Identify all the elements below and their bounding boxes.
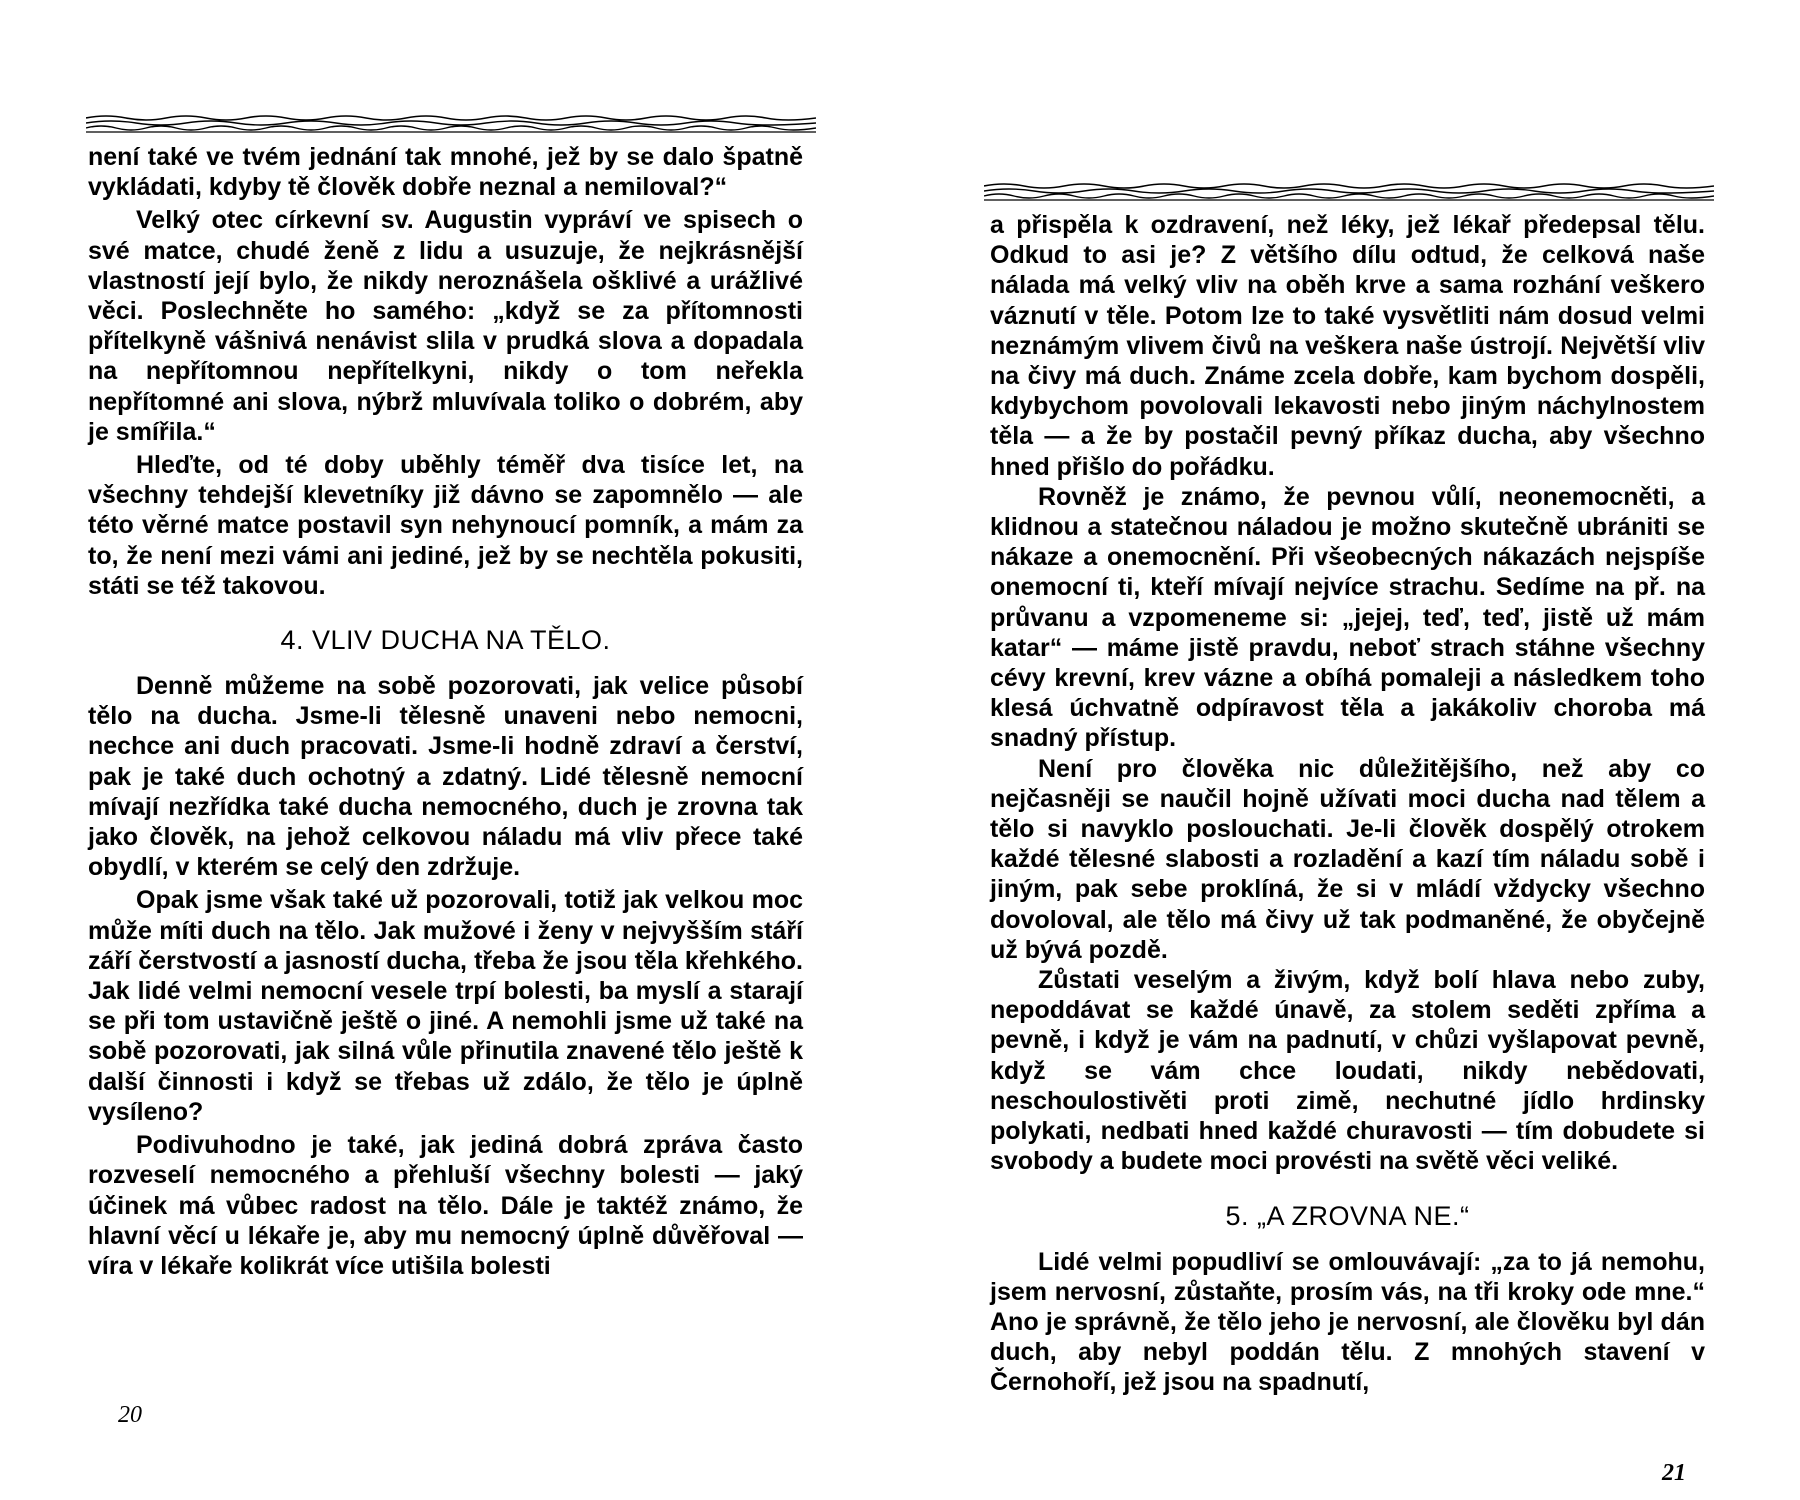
page-number: 21 bbox=[1662, 1460, 1686, 1486]
paragraph: není také ve tvém jednání tak mnohé, jež by se dalo špatně vykládati, kdyby tě člověk dobře neznal a nemiloval?“ bbox=[88, 143, 803, 202]
section-heading: 5. „A ZROVNA NE.“ bbox=[1225, 1200, 1470, 1231]
paragraph: a přispěla k ozdravení, než léky, jež lékař předepsal tělu. Odkud to asi je? Z většího dílu odtud, že celková naše nálada má velký vliv na oběh krve a sama rozhání veškero váznutí v těle. Potom lze to také vysvětliti nám dosud velmi neznámým vlivem čivů na veškera naše ústrojí. Největší vliv na čivy má duch. Známe zcela dobře, kam bychom dospěli, kdybychom povolovali lekavosti nebo jiným náchylnostem těla — a že by postačil pevný příkaz ducha, aby všechno hned přišlo do pořádku. bbox=[990, 211, 1705, 481]
left-page bbox=[88, 112, 803, 1281]
paragraph: Denně můžeme na sobě pozorovati, jak velice působí tělo na ducha. Jsme-li tělesně unaveni nebo nemocni, nechce ani duch pracovati. Jsme-li hodně zdraví a čerství, pak je také duch ochotný a zdatný. Lidé tělesně nemocní mívají nezřídka také ducha nemocného, duch je zrovna tak jako člověk, na jehož celkovou náladu má vliv přece také obydlí, v kterém se celý den zdržuje. bbox=[88, 672, 803, 882]
ornament-divider bbox=[984, 180, 1714, 202]
paragraph: Není pro člověka nic důležitějšího, než aby co nejčasněji se naučil hojně užívati moci ducha nad tělem a tělo si navyklo poslouchati. Je-li člověk dospělý otrokem každé tělesné slabosti a rozladění a kazí tím náladu sobě i jiným, pak sebe proklíná, že si v mládí vždycky všechno dovoloval, ale tělo má čivy už tak podmaněné, že obyčejně už bývá pozdě. bbox=[990, 754, 1705, 964]
right-page bbox=[990, 180, 1705, 1398]
paragraph: Opak jsme však také už pozorovali, totiž jak velkou moc může míti duch na tělo. Jak mužové i ženy v nejvyšším stáří září čerstvostí a jasností ducha, třeba že jsou těla křehkého. Jak lidé velmi nemocní vesele trpí bolesti, ba myslí a starají se při tom ustavičně ještě o jiné. A nemohli jsme už také na sobě pozorovati, jak silná vůle přinutila znavené tělo ještě k další činnosti i když se třebas už zdálo, že tělo je úplně vysíleno? bbox=[88, 886, 803, 1126]
paragraph: Lidé velmi popudliví se omlouvávají: „za to já nemohu, jsem nervosní, zůstaňte, prosím vás, na tři kroky ode mne.“ Ano je správně, že tělo jeho je nervosní, ale člověku byl dán duch, aby nebyl poddán tělu. Z mnohých stavení v Černohoří, jež jsou na spadnutí, bbox=[990, 1247, 1705, 1397]
paragraph: Hleďte, od té doby uběhly téměř dva tisíce let, na všechny tehdejší klevetníky již dávno se zapomnělo — ale této věrné matce postavil syn nehynoucí pomník, a mám za to, že není mezi vámi ani jediné, jež by se nechtěla pokusiti, státi se též takovou. bbox=[88, 451, 803, 600]
paragraph: Zůstati veselým a živým, když bolí hlava nebo zuby, nepoddávat se každé únavě, za stolem seděti zpříma a pevně, i když je vám na padnutí, v chůzi vyšlapovat pevně, když se vám chce loudati, nikdy nebědovati, neschoulostivěti proti zimě, nechutné jídlo hrdinsky polykati, nedbati hned každé churavosti — tím dobudete si svobody a budete moci provésti na světě věci veliké. bbox=[990, 966, 1705, 1176]
paragraph: Podivuhodno je také, jak jediná dobrá zpráva často rozveselí nemocného a přehluší všechny bolesti — jaký účinek má vůbec radost na tělo. Dále je taktéž známo, že hlavní věcí u lékaře je, aby mu nemocný úplně důvěřoval — víra v lékaře kolikrát více utišila bolesti bbox=[88, 1131, 803, 1280]
page-number: 20 bbox=[118, 1402, 142, 1428]
section-heading: 4. VLIV DUCHA NA TĚLO. bbox=[280, 625, 611, 656]
paragraph: Rovněž je známo, že pevnou vůlí, neonemocněti, a klidnou a statečnou náladou je možno skutečně ubrániti se nákaze a onemocnění. Při všeobecných nákazách nejspíše onemocní ti, kteří mívají nejvíce strachu. Sedíme na př. na průvanu a vzpomeneme si: „jejej, teď, teď, jistě už mám katar“ — máme jistě pravdu, neboť strach stáhne všechny cévy krevní, krev vázne a obíhá pomaleji a následkem toho klesá úchvatně odpíravost těla a jakákoliv choroba má snadný přístup. bbox=[990, 482, 1705, 753]
paragraph: Velký otec církevní sv. Augustin vypráví ve spisech o své matce, chudé ženě z lidu a usuzuje, že nejkrásnější vlastností její bylo, že nikdy neroznášela ošklivé a urážlivé věci. Poslechněte ho samého: „když se za přítomnosti přítelkyně vášnivá nenávist slila v prudká slova a dopadala na nepřítomnou nepřítelkyni, nikdy o tom neřekla nepřítomné ani slova, nýbrž mluvívala toliko o dobrém, aby je smířila.“ bbox=[88, 206, 803, 446]
ornament-divider bbox=[86, 112, 816, 134]
